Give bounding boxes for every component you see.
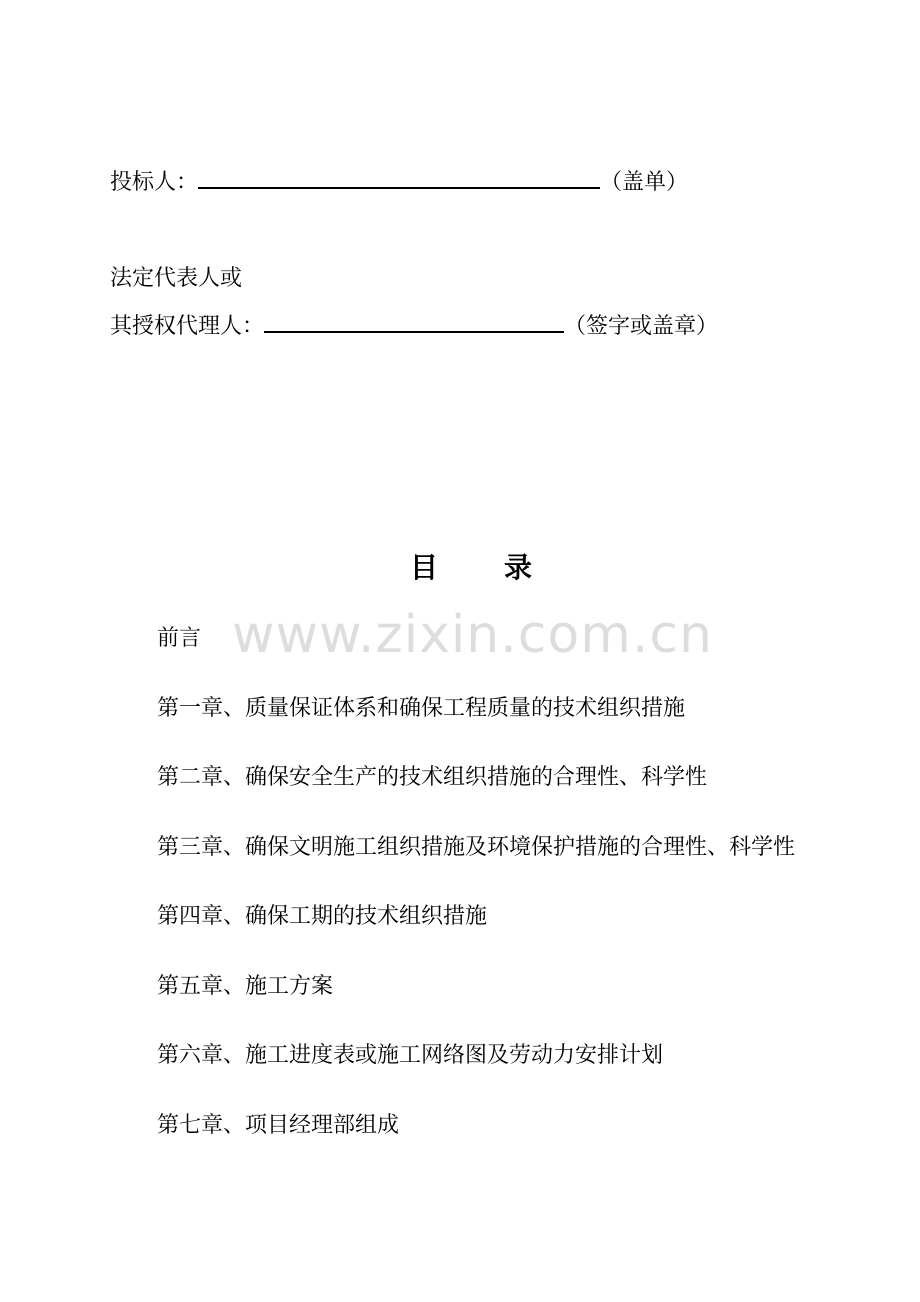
toc-item-chapter-7[interactable]: 第七章、项目经理部组成 [157, 1113, 400, 1138]
representative-suffix: （签字或盖章） [564, 314, 719, 339]
toc-item-chapter-5[interactable]: 第五章、施工方案 [157, 974, 334, 999]
toc-item-preface[interactable]: 前言 [157, 626, 202, 651]
toc-item-chapter-6[interactable]: 第六章、施工进度表或施工网络图及劳动力安排计划 [157, 1043, 664, 1068]
representative-line [110, 312, 718, 342]
representative-line1: 法定代表人或 [110, 266, 243, 291]
bidder-label: 投标人： [110, 170, 199, 195]
bidder-line [110, 168, 688, 198]
toc-title [410, 550, 532, 586]
representative-blank [264, 313, 564, 333]
watermark: www.zixin.com.cn [232, 605, 713, 665]
toc-item-chapter-2[interactable]: 第二章、确保安全生产的技术组织措施的合理性、科学性 [157, 765, 708, 790]
toc-item-chapter-3[interactable]: 第三章、确保文明施工组织措施及环境保护措施的合理性、科学性 [157, 835, 796, 860]
toc-title-right: 录 [504, 551, 533, 584]
toc-item-chapter-1[interactable]: 第一章、质量保证体系和确保工程质量的技术组织措施 [157, 696, 686, 721]
bidder-blank [198, 169, 600, 189]
toc-item-chapter-4[interactable]: 第四章、确保工期的技术组织措施 [157, 904, 488, 929]
toc-title-left: 目 [410, 551, 439, 584]
representative-label: 其授权代理人： [110, 314, 265, 339]
bidder-suffix: （盖单） [600, 170, 689, 195]
